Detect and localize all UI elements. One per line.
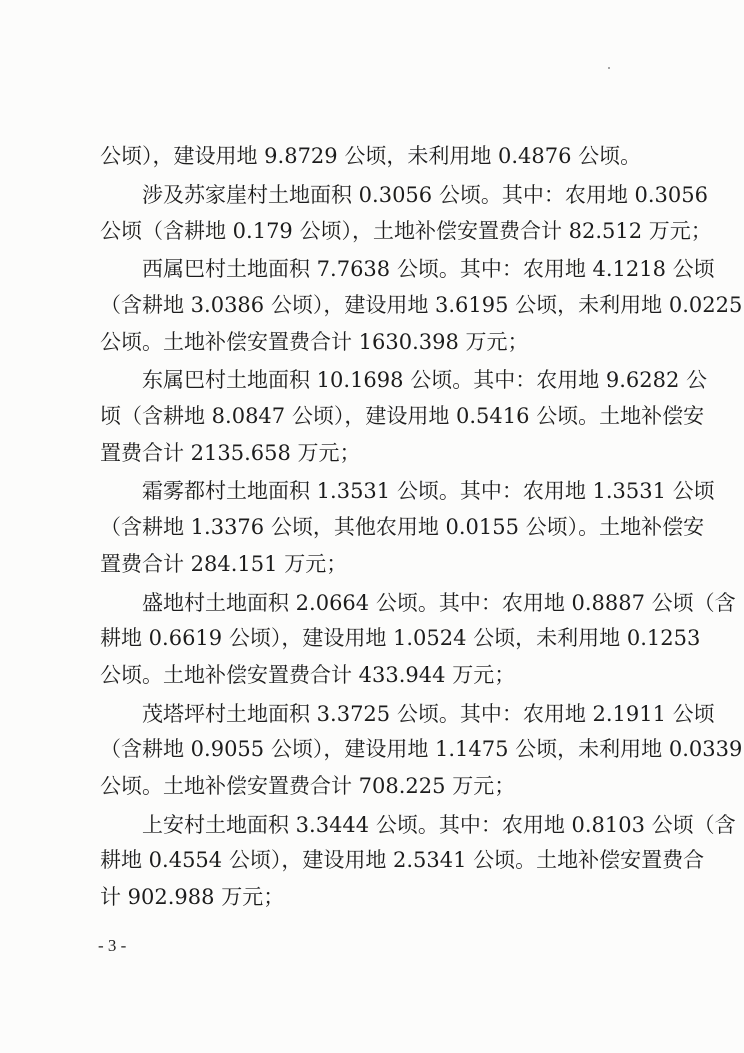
text-line: 耕地 0.6619 公顷），建设用地 1.0524 公顷，未利用地 0.1253 — [100, 626, 701, 650]
scan-speck — [608, 67, 610, 69]
page-number: - 3 - — [98, 936, 127, 955]
text-line: 茂塔坪村土地面积 3.3725 公顷。其中：农用地 2.1911 公顷 — [142, 702, 715, 726]
text-line: 计 902.988 万元； — [100, 885, 285, 909]
text-line: 霜雾都村土地面积 1.3531 公顷。其中：农用地 1.3531 公顷 — [142, 479, 715, 503]
text-line: 公顷），建设用地 9.8729 公顷，未利用地 0.4876 公顷。 — [100, 144, 642, 168]
text-line: 顷（含耕地 8.0847 公顷），建设用地 0.5416 公顷。土地补偿安 — [100, 404, 705, 428]
text-line: 置费合计 2135.658 万元； — [100, 441, 361, 465]
text-line: 公顷（含耕地 0.179 公顷），土地补偿安置费合计 82.512 万元； — [100, 219, 712, 243]
text-line: 公顷。土地补偿安置费合计 708.225 万元； — [100, 774, 516, 798]
text-line: 西属巴村土地面积 7.7638 公顷。其中：农用地 4.1218 公顷 — [142, 257, 715, 281]
text-line: 公顷。土地补偿安置费合计 433.944 万元； — [100, 663, 516, 687]
text-line: 公顷。土地补偿安置费合计 1630.398 万元； — [100, 330, 529, 354]
text-line: 东属巴村土地面积 10.1698 公顷。其中：农用地 9.6282 公 — [142, 368, 708, 392]
text-line: （含耕地 1.3376 公顷，其他农用地 0.0155 公顷）。土地补偿安 — [100, 515, 705, 539]
text-line: （含耕地 0.9055 公顷），建设用地 1.1475 公顷，未利用地 0.0339 — [100, 737, 743, 761]
text-line: 耕地 0.4554 公顷），建设用地 2.5341 公顷。土地补偿安置费合 — [100, 848, 705, 872]
text-line: 涉及苏家崖村土地面积 0.3056 公顷。其中：农用地 0.3056 — [142, 183, 708, 207]
text-line: 上安村土地面积 3.3444 公顷。其中：农用地 0.8103 公顷（含 — [142, 813, 736, 837]
text-line: 置费合计 284.151 万元； — [100, 552, 348, 576]
text-line: （含耕地 3.0386 公顷），建设用地 3.6195 公顷，未利用地 0.0225 — [100, 293, 743, 317]
text-line: 盛地村土地面积 2.0664 公顷。其中：农用地 0.8887 公顷（含 — [142, 591, 736, 615]
